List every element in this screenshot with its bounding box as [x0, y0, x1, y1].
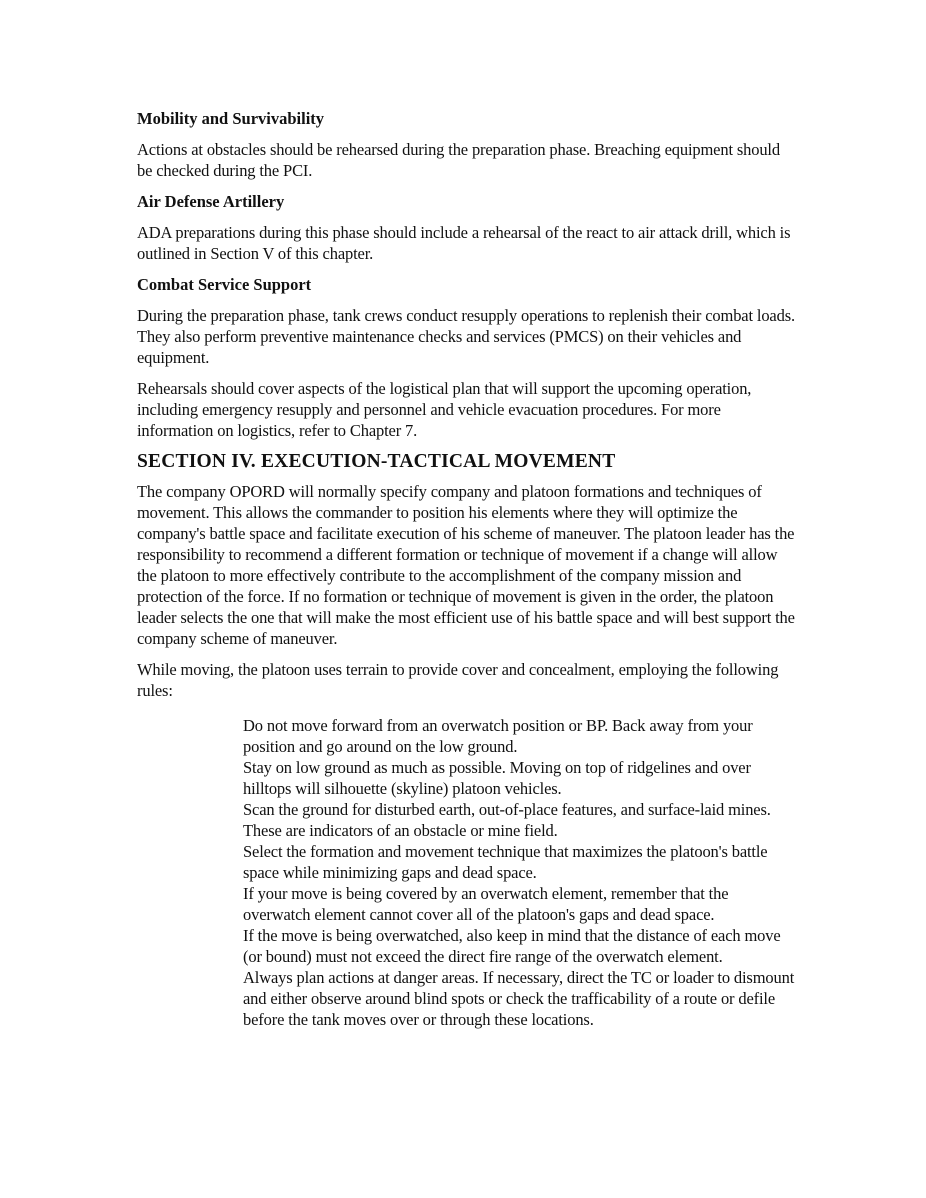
list-item: Do not move forward from an overwatch position or BP. Back away from your position and go around on the low ground. — [243, 716, 753, 756]
document-page — [137, 108, 797, 1030]
paragraph-section4-1: The company OPORD will normally specify company and platoon formations and techniques of movement. This allows the commander to position his elements where they will optimize the company's battle space and facilitate execution of his scheme of maneuver. The platoon leader has the responsibility to recommend a different formation or technique of movement if a change will allow the platoon to more effectively contribute to the accomplishment of the company mission and protection of the force. If no formation or technique of movement is given in the order, the platoon leader selects the one that will make the most efficient use of his battle space and will best support the company scheme of maneuver. — [137, 482, 795, 648]
paragraph-section4-2: While moving, the platoon uses terrain to provide cover and concealment, employing the following rules: — [137, 660, 779, 700]
list-item: Scan the ground for disturbed earth, out-of-place features, and surface-laid mines. These are indicators of an obstacle or mine field. — [243, 800, 771, 840]
paragraph-mobility: Actions at obstacles should be rehearsed during the preparation phase. Breaching equipment should be checked during the PCI. — [137, 140, 780, 180]
paragraph-css-2: Rehearsals should cover aspects of the logistical plan that will support the upcoming operation, including emergency resupply and personnel and vehicle evacuation procedures. For more information on logistics, refer to Chapter 7. — [137, 379, 752, 440]
list-item: Always plan actions at danger areas. If necessary, direct the TC or loader to dismount and either observe around blind spots or check the trafficability of a route or defile before the tank moves over or through these locations. — [243, 968, 795, 1029]
heading-air-defense: Air Defense Artillery — [137, 192, 285, 211]
paragraph-css-1: During the preparation phase, tank crews conduct resupply operations to replenish their combat loads. They also perform preventive maintenance checks and services (PMCS) on their vehicles and equipment. — [137, 306, 795, 367]
paragraph-air-defense: ADA preparations during this phase should include a rehearsal of the react to air attack drill, which is outlined in Section V of this chapter. — [137, 223, 791, 263]
list-item: Select the formation and movement technique that maximizes the platoon's battle space while minimizing gaps and dead space. — [243, 842, 768, 882]
list-item: If the move is being overwatched, also keep in mind that the distance of each move (or bound) must not exceed the direct fire range of the overwatch element. — [243, 926, 781, 966]
heading-mobility: Mobility and Survivability — [137, 109, 325, 128]
heading-css: Combat Service Support — [137, 275, 312, 294]
section-heading: SECTION IV. EXECUTION-TACTICAL MOVEMENT — [137, 451, 616, 472]
list-item: Stay on low ground as much as possible. Moving on top of ridgelines and over hilltops will silhouette (skyline) platoon vehicles. — [243, 758, 751, 798]
list-item: If your move is being covered by an overwatch element, remember that the overwatch element cannot cover all of the platoon's gaps and dead space. — [243, 884, 729, 924]
movement-rules-list — [243, 715, 795, 1030]
